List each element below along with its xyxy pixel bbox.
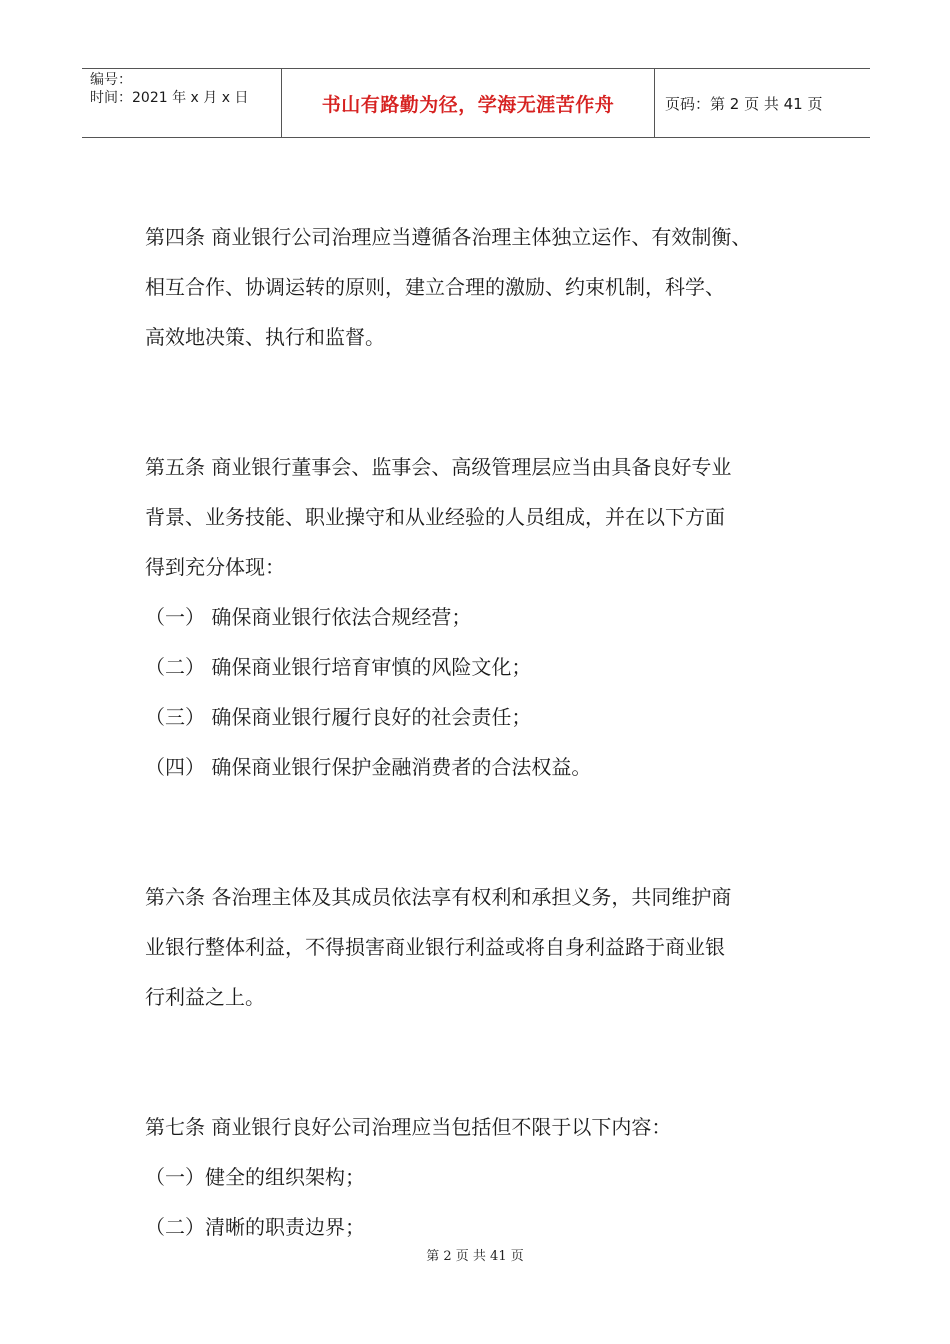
list-item: （三） 确保商业银行履行良好的社会责任； [145, 705, 532, 729]
page-header [82, 68, 870, 138]
article-5-list [145, 592, 825, 792]
paragraph-line: 行利益之上。 [145, 985, 265, 1009]
document-body [145, 212, 825, 1252]
paragraph-line: 业银行整体利益，不得损害商业银行利益或将自身利益路于商业银 [145, 935, 725, 959]
list-item: （二） 确保商业银行培育审慎的风险文化； [145, 655, 532, 679]
article-6 [145, 872, 825, 1022]
article-4 [145, 212, 825, 362]
paragraph-line: 第七条 商业银行良好公司治理应当包括但不限于以下内容： [145, 1115, 672, 1139]
paragraph-line: 背景、业务技能、职业操守和从业经验的人员组成，并在以下方面 [145, 505, 725, 529]
header-motto: 书山有路勤为径，学海无涯苦作舟 [282, 69, 655, 137]
list-item: （一）健全的组织架构； [145, 1165, 365, 1189]
document-number-label: 编号： [90, 72, 132, 88]
paragraph-line: 得到充分体现： [145, 555, 285, 579]
paragraph-line: 高效地决策、执行和监督。 [145, 325, 385, 349]
paragraph-line: 第四条 商业银行公司治理应当遵循各治理主体独立运作、有效制衡、 [145, 225, 752, 249]
paragraph-line: 第六条 各治理主体及其成员依法享有权利和承担义务，共同维护商 [145, 885, 732, 909]
list-item: （四） 确保商业银行保护金融消费者的合法权益。 [145, 755, 592, 779]
paragraph-line: 第五条 商业银行董事会、监事会、高级管理层应当由具备良好专业 [145, 455, 732, 479]
document-date: 时间：2021 年 x 月 x 日 [90, 90, 249, 106]
article-5 [145, 442, 825, 792]
article-7 [145, 1102, 825, 1252]
page-footer: 第 2 页 共 41 页 [426, 1249, 524, 1264]
article-7-list [145, 1152, 825, 1252]
list-item: （一） 确保商业银行依法合规经营； [145, 605, 472, 629]
paragraph-line: 相互合作、协调运转的原则，建立合理的激励、约束机制，科学、 [145, 275, 725, 299]
header-meta [82, 69, 282, 137]
list-item: （二）清晰的职责边界； [145, 1215, 365, 1239]
header-page-info: 页码：第 2 页 共 41 页 [665, 94, 823, 113]
